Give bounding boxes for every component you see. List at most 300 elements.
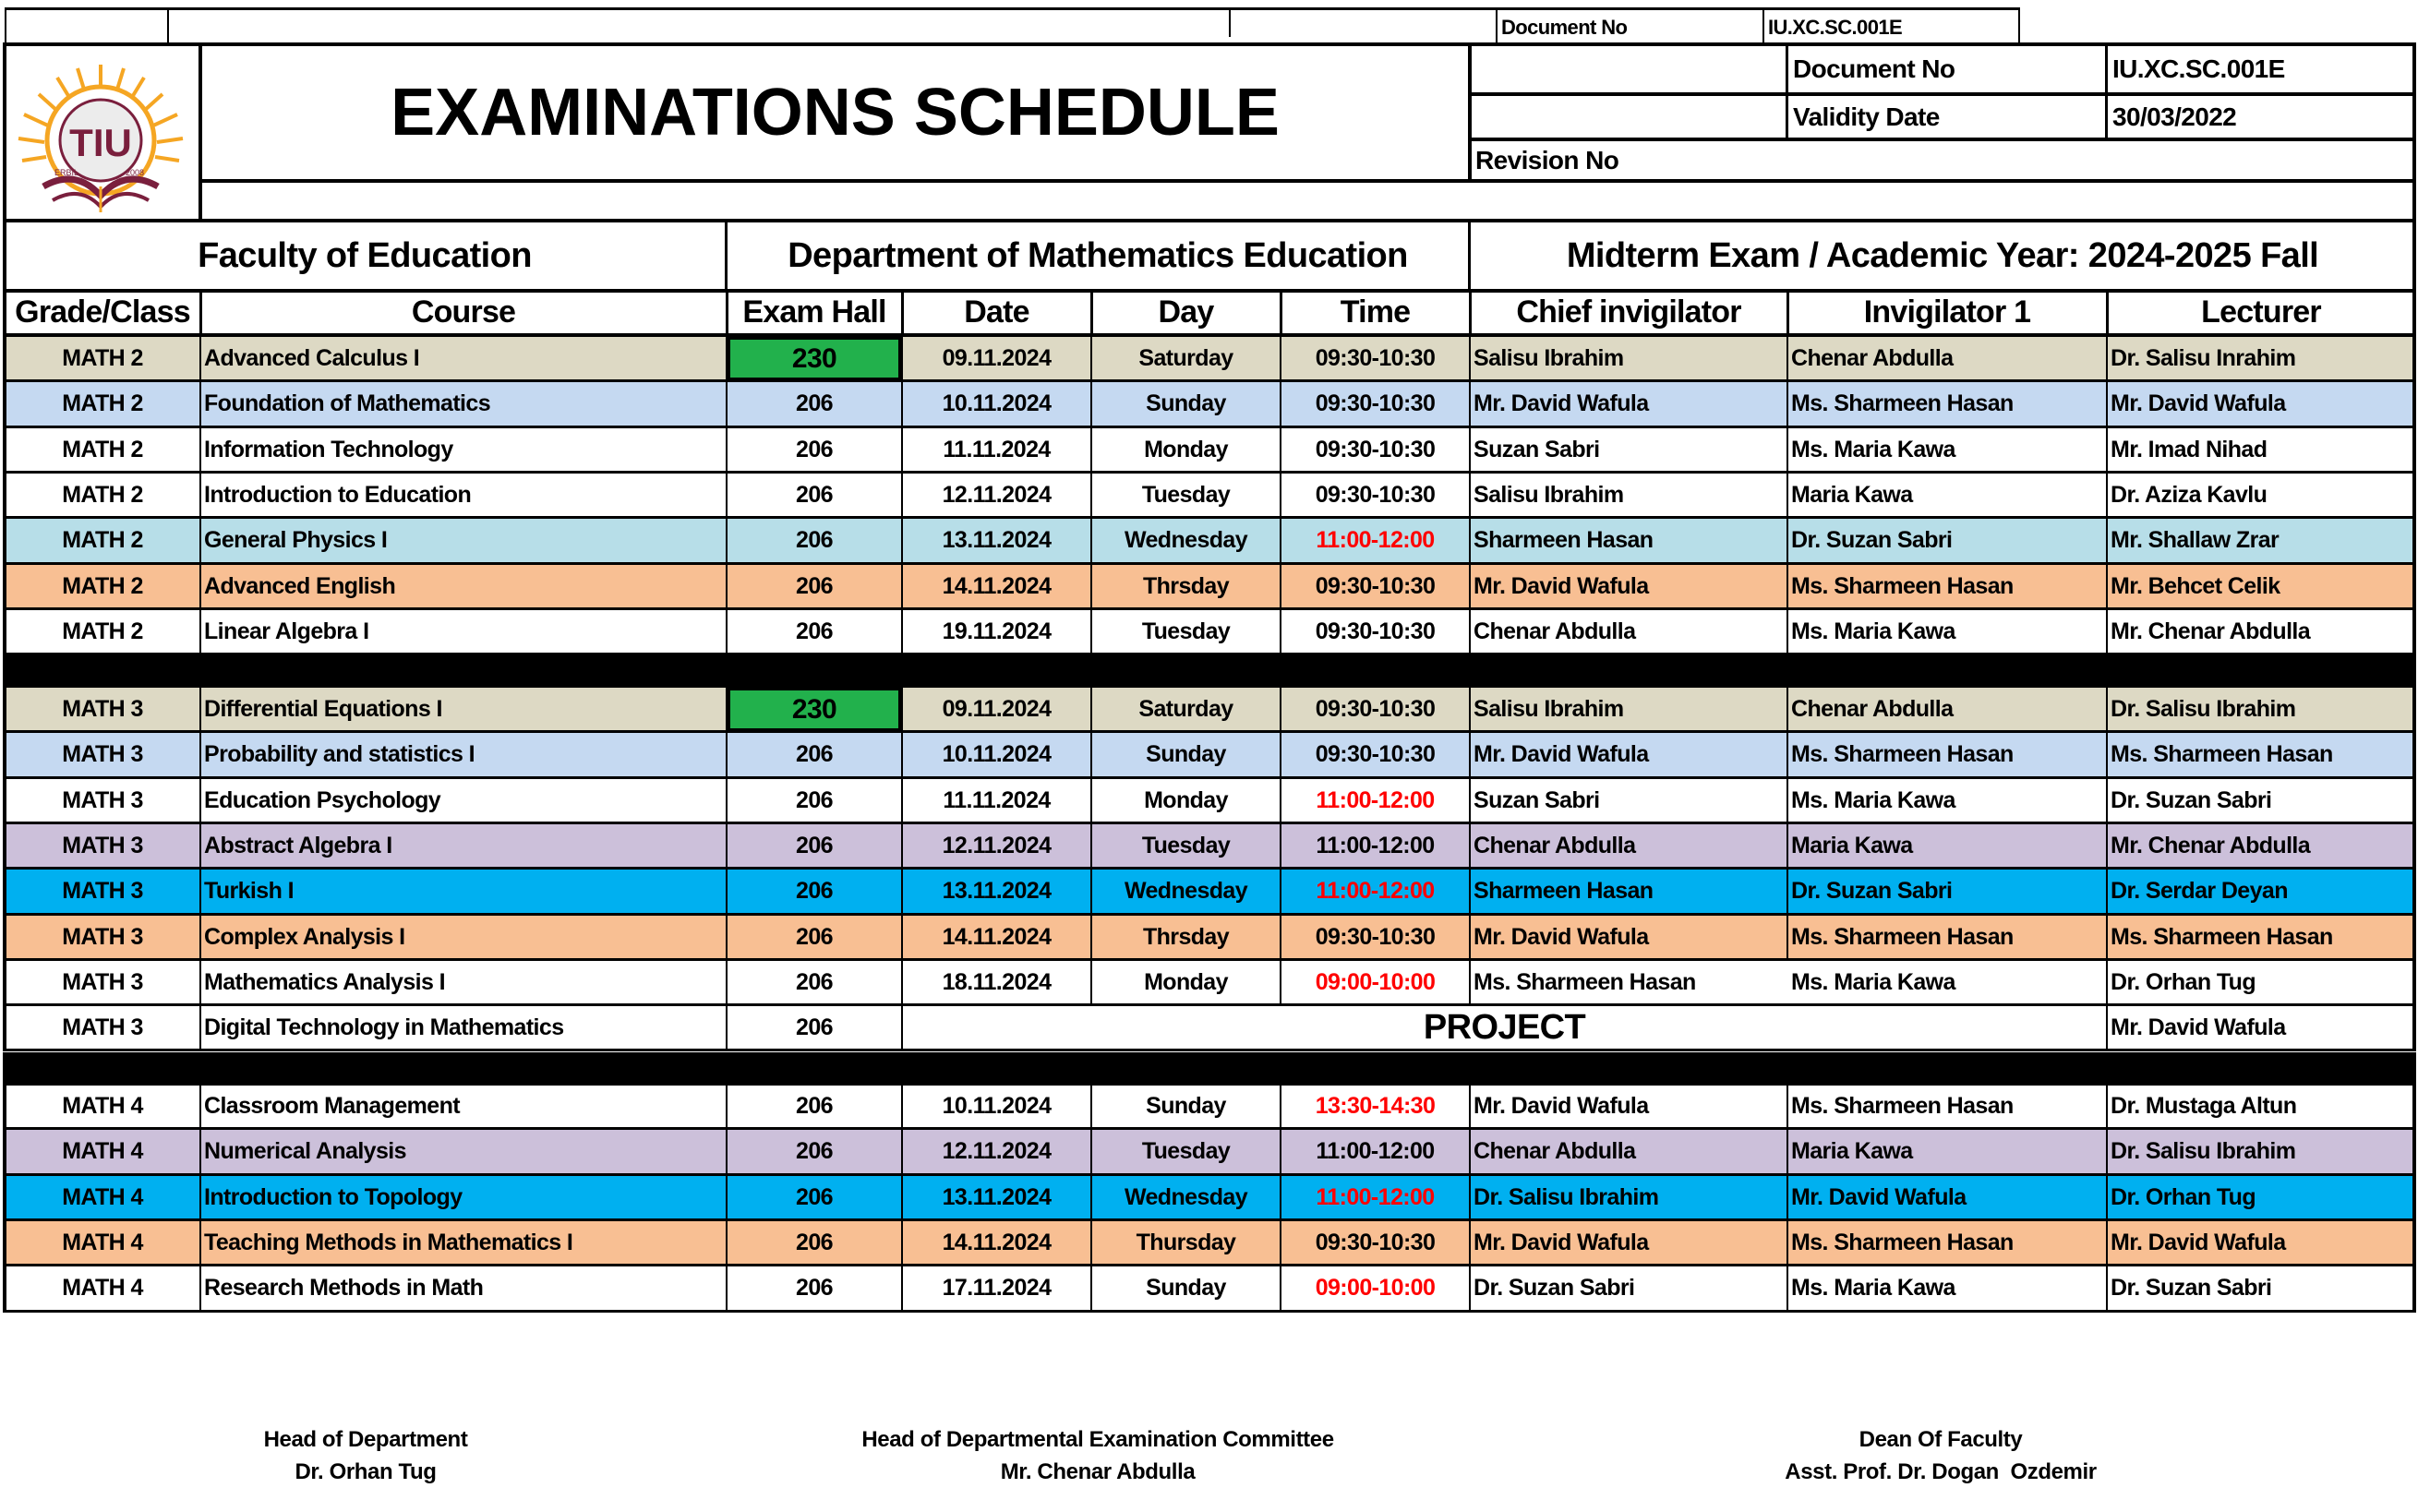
document-no-value: IU.XC.SC.001E — [2112, 54, 2285, 83]
day-cell: Sunday — [1146, 1092, 1226, 1119]
grade-cell: MATH 2 — [62, 481, 143, 508]
divider — [1280, 474, 1281, 519]
divider — [2106, 474, 2108, 519]
validity-date-value: 30/03/2022 — [2112, 102, 2237, 131]
date-cell: 10.11.2024 — [942, 390, 1052, 416]
date-cell: 14.11.2024 — [942, 572, 1052, 599]
invigilator-cell: Ms. Maria Kawa — [1791, 436, 1955, 462]
time-cell: 09:30-10:30 — [1315, 572, 1436, 599]
date-cell: 12.11.2024 — [942, 832, 1052, 858]
chief-invigilator-cell: Mr. David Wafula — [1474, 390, 1649, 416]
divider — [2106, 337, 2108, 382]
revision-no-label: Revision No — [1475, 145, 1619, 174]
column-header: Day — [1158, 294, 1214, 330]
divider — [726, 1006, 728, 1051]
divider — [1786, 519, 1788, 565]
divider — [199, 290, 202, 335]
divider — [199, 1085, 201, 1130]
divider — [726, 1266, 728, 1313]
chief-invigilator-cell: Chenar Abdulla — [1474, 832, 1636, 858]
section-separator — [3, 1052, 2416, 1086]
lecturer-cell: Dr. Mustaga Altun — [2111, 1092, 2297, 1119]
date-cell: 12.11.2024 — [942, 481, 1052, 508]
grade-cell: MATH 3 — [62, 786, 143, 813]
divider — [1786, 42, 1788, 139]
column-header: Exam Hall — [742, 294, 886, 330]
section-separator — [3, 654, 2416, 688]
divider — [901, 916, 903, 961]
divider — [1469, 1085, 1471, 1130]
divider — [901, 824, 903, 870]
lecturer-cell: Mr. Chenar Abdulla — [2111, 618, 2311, 644]
lecturer-cell: Mr. Behcet Celik — [2111, 572, 2280, 599]
signature-role: Dean Of Faculty — [1859, 1427, 2023, 1452]
chief-invigilator-cell: Mr. David Wafula — [1474, 1092, 1649, 1119]
column-header: Chief invigilator — [1516, 294, 1741, 330]
column-header: Time — [1340, 294, 1411, 330]
time-cell: 09:00-10:00 — [1315, 968, 1436, 995]
divider — [901, 519, 903, 565]
lecturer-cell: Ms. Sharmeen Hasan — [2111, 741, 2333, 767]
svg-text:ERBIL: ERBIL — [54, 168, 79, 177]
time-cell: 09:30-10:30 — [1315, 390, 1436, 416]
divider — [1280, 733, 1281, 779]
divider — [2106, 1130, 2108, 1176]
divider — [726, 428, 728, 474]
day-cell: Sunday — [1146, 1275, 1226, 1301]
divider — [1786, 337, 1788, 382]
divider — [1469, 1130, 1471, 1176]
date-cell: 14.11.2024 — [942, 923, 1052, 950]
divider — [1280, 337, 1281, 382]
divider — [726, 519, 728, 565]
date-cell: 17.11.2024 — [942, 1275, 1052, 1301]
column-header: Grade/Class — [15, 294, 190, 330]
svg-text:TIU: TIU — [69, 121, 132, 164]
signature-name: Dr. Orhan Tug — [295, 1459, 437, 1484]
time-cell: 11:00-12:00 — [1316, 1183, 1435, 1210]
divider — [1786, 610, 1788, 655]
divider — [1469, 290, 1472, 335]
exam-hall-cell: 230 — [727, 687, 902, 732]
divider — [1090, 382, 1092, 428]
invigilator-cell: Ms. Sharmeen Hasan — [1791, 572, 2014, 599]
invigilator-cell: Maria Kawa — [1791, 1138, 1913, 1164]
divider — [2106, 1221, 2108, 1266]
course-cell: Teaching Methods in Mathematics I — [204, 1229, 573, 1255]
course-cell: Mathematics Analysis I — [204, 968, 445, 995]
invigilator-cell: Ms. Maria Kawa — [1791, 968, 1955, 995]
divider — [726, 1221, 728, 1266]
divider — [1786, 779, 1788, 824]
divider — [2106, 382, 2108, 428]
chief-invigilator-cell: Dr. Salisu Ibrahim — [1474, 1183, 1659, 1210]
course-cell: Information Technology — [204, 436, 453, 462]
divider — [1280, 1130, 1281, 1176]
divider — [1280, 1221, 1281, 1266]
divider — [1786, 1176, 1788, 1221]
grade-cell: MATH 4 — [62, 1183, 143, 1210]
divider — [199, 565, 201, 610]
divider — [1280, 290, 1282, 335]
divider — [1786, 824, 1788, 870]
divider — [199, 961, 201, 1006]
top-doc-value: IU.XC.SC.001E — [1768, 16, 1903, 39]
divider — [1469, 1176, 1471, 1221]
divider — [1280, 824, 1281, 870]
course-cell: Linear Algebra I — [204, 618, 369, 644]
time-cell: 09:30-10:30 — [1315, 618, 1436, 644]
column-header: Invigilator 1 — [1863, 294, 2031, 330]
divider — [1090, 1176, 1092, 1221]
chief-invigilator-cell: Salisu Ibrahim — [1474, 344, 1624, 371]
course-cell: Advanced Calculus I — [204, 344, 420, 371]
course-cell: Advanced English — [204, 572, 396, 599]
divider — [1090, 337, 1092, 382]
divider — [1786, 1085, 1788, 1130]
divider — [1090, 824, 1092, 870]
divider — [901, 779, 903, 824]
time-cell: 13:30-14:30 — [1315, 1092, 1436, 1119]
divider — [1469, 428, 1471, 474]
day-cell: Sunday — [1146, 741, 1226, 767]
divider — [901, 1221, 903, 1266]
grade-cell: MATH 3 — [62, 968, 143, 995]
lecturer-cell: Dr. Salisu Inrahim — [2111, 344, 2296, 371]
divider — [199, 870, 201, 916]
course-cell: Turkish I — [204, 878, 294, 904]
divider — [1469, 382, 1471, 428]
date-cell: 13.11.2024 — [942, 878, 1052, 904]
column-header: Course — [411, 294, 516, 330]
divider — [1469, 474, 1471, 519]
course-cell: Complex Analysis I — [204, 923, 405, 950]
lecturer-cell: Mr. David Wafula — [2111, 390, 2286, 416]
divider — [2106, 565, 2108, 610]
day-cell: Wednesday — [1124, 527, 1248, 553]
divider — [1090, 474, 1092, 519]
day-cell: Monday — [1144, 968, 1228, 995]
divider — [199, 733, 201, 779]
divider — [901, 1085, 903, 1130]
invigilator-cell: Chenar Abdulla — [1791, 695, 1954, 722]
exam-hall-cell: 206 — [796, 741, 833, 767]
top-doc-label: Document No — [1501, 16, 1628, 39]
course-cell: Numerical Analysis — [204, 1138, 406, 1164]
invigilator-cell: Mr. David Wafula — [1791, 1183, 1967, 1210]
invigilator-cell: Chenar Abdulla — [1791, 344, 1954, 371]
divider — [901, 1006, 903, 1051]
divider — [1280, 519, 1281, 565]
exam-hall-cell: 206 — [796, 786, 833, 813]
divider — [2105, 42, 2108, 139]
exam-hall-cell: 230 — [727, 336, 902, 381]
document-no-label: Document No — [1793, 54, 1955, 83]
date-cell: 11.11.2024 — [943, 436, 1051, 462]
day-cell: Sunday — [1146, 390, 1226, 416]
lecturer-cell: Mr. Chenar Abdulla — [2111, 832, 2311, 858]
divider — [901, 428, 903, 474]
grade-cell: MATH 3 — [62, 1014, 143, 1040]
exam-hall-cell: 206 — [796, 572, 833, 599]
divider — [1786, 382, 1788, 428]
university-logo — [11, 57, 191, 214]
divider — [1469, 779, 1471, 824]
invigilator-cell: Ms. Maria Kawa — [1791, 1275, 1955, 1301]
chief-invigilator-cell: Mr. David Wafula — [1474, 572, 1649, 599]
divider — [726, 733, 728, 779]
chief-invigilator-cell: Dr. Suzan Sabri — [1474, 1275, 1635, 1301]
divider — [726, 337, 728, 382]
divider — [1280, 565, 1281, 610]
course-cell: Introduction to Topology — [204, 1183, 463, 1210]
divider — [1469, 824, 1471, 870]
divider — [1280, 1266, 1281, 1313]
signature-name: Mr. Chenar Abdulla — [1000, 1459, 1196, 1484]
divider — [1280, 428, 1281, 474]
divider — [1090, 916, 1092, 961]
time-cell: 09:30-10:30 — [1315, 923, 1436, 950]
validity-date-label: Validity Date — [1793, 102, 1940, 131]
exam-hall-cell: 206 — [796, 618, 833, 644]
date-cell: 18.11.2024 — [942, 968, 1052, 995]
signature-role: Head of Departmental Examination Committee — [861, 1427, 1334, 1452]
divider — [2106, 1266, 2108, 1313]
divider — [901, 610, 903, 655]
divider — [901, 290, 904, 335]
divider — [2106, 688, 2108, 733]
divider — [199, 779, 201, 824]
divider — [1090, 290, 1093, 335]
grade-cell: MATH 2 — [62, 344, 143, 371]
exam-hall-cell: 206 — [796, 968, 833, 995]
divider — [199, 688, 201, 733]
chief-invigilator-cell: Suzan Sabri — [1474, 786, 1600, 813]
divider — [1090, 870, 1092, 916]
column-header: Lecturer — [2201, 294, 2321, 330]
exam-hall-cell: 206 — [796, 1092, 833, 1119]
exam-hall-cell: 206 — [796, 527, 833, 553]
exam-hall-cell: 206 — [796, 436, 833, 462]
lecturer-cell: Dr. Orhan Tug — [2111, 968, 2256, 995]
chief-invigilator-cell: Mr. David Wafula — [1474, 741, 1649, 767]
divider — [1090, 779, 1092, 824]
divider — [901, 337, 903, 382]
exam-hall-cell: 206 — [796, 1183, 833, 1210]
divider — [1090, 961, 1092, 1006]
divider — [901, 1266, 903, 1313]
divider — [2106, 610, 2108, 655]
divider — [199, 428, 201, 474]
course-cell: Probability and statistics I — [204, 741, 475, 767]
grade-cell: MATH 3 — [62, 923, 143, 950]
divider — [1090, 519, 1092, 565]
divider — [199, 474, 201, 519]
divider — [1280, 961, 1281, 1006]
grade-cell: MATH 2 — [62, 436, 143, 462]
divider — [1468, 92, 2416, 96]
divider — [1469, 519, 1471, 565]
date-cell: 10.11.2024 — [942, 1092, 1052, 1119]
date-cell: 14.11.2024 — [942, 1229, 1052, 1255]
page-title: EXAMINATIONS SCHEDULE — [391, 76, 1280, 150]
divider — [1090, 1221, 1092, 1266]
exam-hall-cell: 206 — [796, 878, 833, 904]
exam-hall-cell: 206 — [796, 832, 833, 858]
divider — [199, 824, 201, 870]
lecturer-cell: Dr. Salisu Ibrahim — [2111, 695, 2296, 722]
divider — [726, 779, 728, 824]
grade-cell: MATH 2 — [62, 618, 143, 644]
divider — [901, 961, 903, 1006]
top-strip — [5, 7, 2020, 43]
divider — [1786, 474, 1788, 519]
divider — [1090, 1266, 1092, 1313]
divider — [1280, 1176, 1281, 1221]
date-cell: 12.11.2024 — [942, 1138, 1052, 1164]
time-cell: 09:30-10:30 — [1315, 344, 1436, 371]
divider — [1280, 779, 1281, 824]
divider — [1469, 961, 1471, 1006]
project-label: PROJECT — [1423, 1007, 1586, 1047]
divider — [726, 916, 728, 961]
divider — [198, 179, 2416, 183]
grade-cell: MATH 2 — [62, 390, 143, 416]
lecturer-cell: Dr. Serdar Deyan — [2111, 878, 2288, 904]
divider — [726, 1176, 728, 1221]
divider — [726, 870, 728, 916]
time-cell: 11:00-12:00 — [1316, 527, 1435, 553]
grade-cell: MATH 3 — [62, 878, 143, 904]
divider — [2106, 733, 2108, 779]
divider — [1469, 565, 1471, 610]
divider — [1090, 610, 1092, 655]
divider — [1090, 1130, 1092, 1176]
invigilator-cell: Ms. Sharmeen Hasan — [1791, 741, 2014, 767]
divider — [901, 733, 903, 779]
divider — [199, 916, 201, 961]
day-cell: Thursday — [1136, 1229, 1236, 1255]
invigilator-cell: Ms. Sharmeen Hasan — [1791, 923, 2014, 950]
divider — [1229, 7, 1231, 37]
divider — [1469, 1266, 1471, 1313]
lecturer-cell: Dr. Orhan Tug — [2111, 1183, 2256, 1210]
divider — [1090, 733, 1092, 779]
invigilator-cell: Ms. Sharmeen Hasan — [1791, 1092, 2014, 1119]
divider — [2106, 290, 2109, 335]
signature-role: Head of Department — [263, 1427, 468, 1452]
divider — [901, 1176, 903, 1221]
divider — [1280, 1085, 1281, 1130]
time-cell: 11:00-12:00 — [1316, 832, 1435, 858]
divider — [901, 1130, 903, 1176]
day-cell: Monday — [1144, 436, 1228, 462]
time-cell: 11:00-12:00 — [1316, 786, 1435, 813]
divider — [1090, 1085, 1092, 1130]
grade-cell: MATH 4 — [62, 1229, 143, 1255]
day-cell: Wednesday — [1124, 1183, 1248, 1210]
exam-hall-cell: 206 — [796, 923, 833, 950]
signature-name: Asst. Prof. Dr. Dogan Ozdemir — [1785, 1459, 2097, 1484]
grade-cell: MATH 3 — [62, 741, 143, 767]
time-cell: 09:00-10:00 — [1315, 1275, 1436, 1301]
divider — [1786, 290, 1789, 335]
divider — [1786, 1130, 1788, 1176]
lecturer-cell: Dr. Suzan Sabri — [2111, 786, 2272, 813]
divider — [1786, 428, 1788, 474]
divider — [901, 870, 903, 916]
column-header: Date — [964, 294, 1029, 330]
faculty-label: Faculty of Education — [198, 235, 532, 275]
invigilator-cell: Ms. Maria Kawa — [1791, 618, 1955, 644]
time-cell: 09:30-10:30 — [1315, 481, 1436, 508]
divider — [2106, 1006, 2108, 1051]
divider — [901, 688, 903, 733]
divider — [726, 290, 728, 335]
divider — [1280, 870, 1281, 916]
exam-hall-cell: 206 — [796, 390, 833, 416]
lecturer-cell: Ms. Sharmeen Hasan — [2111, 923, 2333, 950]
date-cell: 13.11.2024 — [942, 1183, 1052, 1210]
divider — [1280, 688, 1281, 733]
divider — [1786, 870, 1788, 916]
divider — [199, 1266, 201, 1313]
grade-cell: MATH 2 — [62, 572, 143, 599]
divider — [1090, 565, 1092, 610]
grade-cell: MATH 4 — [62, 1275, 143, 1301]
day-cell: Saturday — [1138, 344, 1233, 371]
exam-hall-cell: 206 — [796, 1229, 833, 1255]
invigilator-cell: Ms. Maria Kawa — [1791, 786, 1955, 813]
divider — [199, 1221, 201, 1266]
divider — [901, 565, 903, 610]
day-cell: Wednesday — [1124, 878, 1248, 904]
grade-cell: MATH 3 — [62, 832, 143, 858]
logo-emblem-icon — [11, 57, 191, 214]
divider — [1090, 688, 1092, 733]
day-cell: Tuesday — [1141, 618, 1231, 644]
time-cell: 11:00-12:00 — [1316, 1138, 1435, 1164]
exam-hall-cell: 206 — [796, 1275, 833, 1301]
date-cell: 13.11.2024 — [942, 527, 1052, 553]
course-cell: Foundation of Mathematics — [204, 390, 491, 416]
divider — [726, 961, 728, 1006]
invigilator-cell: Ms. Sharmeen Hasan — [1791, 1229, 2014, 1255]
lecturer-cell: Dr. Aziza Kavlu — [2111, 481, 2268, 508]
invigilator-cell: Dr. Suzan Sabri — [1791, 878, 1953, 904]
divider — [1469, 688, 1471, 733]
department-label: Department of Mathematics Education — [788, 235, 1408, 275]
divider — [167, 7, 169, 43]
divider — [2018, 7, 2020, 43]
invigilator-cell: Maria Kawa — [1791, 832, 1913, 858]
date-cell: 11.11.2024 — [943, 786, 1051, 813]
time-cell: 09:30-10:30 — [1315, 1229, 1436, 1255]
divider — [1469, 870, 1471, 916]
divider — [726, 688, 728, 733]
divider — [726, 382, 728, 428]
divider — [1469, 610, 1471, 655]
svg-text:2008: 2008 — [125, 168, 145, 177]
chief-invigilator-cell: Mr. David Wafula — [1474, 1229, 1649, 1255]
chief-invigilator-cell: Sharmeen Hasan — [1474, 878, 1654, 904]
day-cell: Saturday — [1138, 695, 1233, 722]
divider — [1469, 733, 1471, 779]
divider — [1786, 733, 1788, 779]
invigilator-cell: Ms. Sharmeen Hasan — [1791, 390, 2014, 416]
exam-hall-cell: 206 — [796, 1138, 833, 1164]
divider — [1469, 337, 1471, 382]
